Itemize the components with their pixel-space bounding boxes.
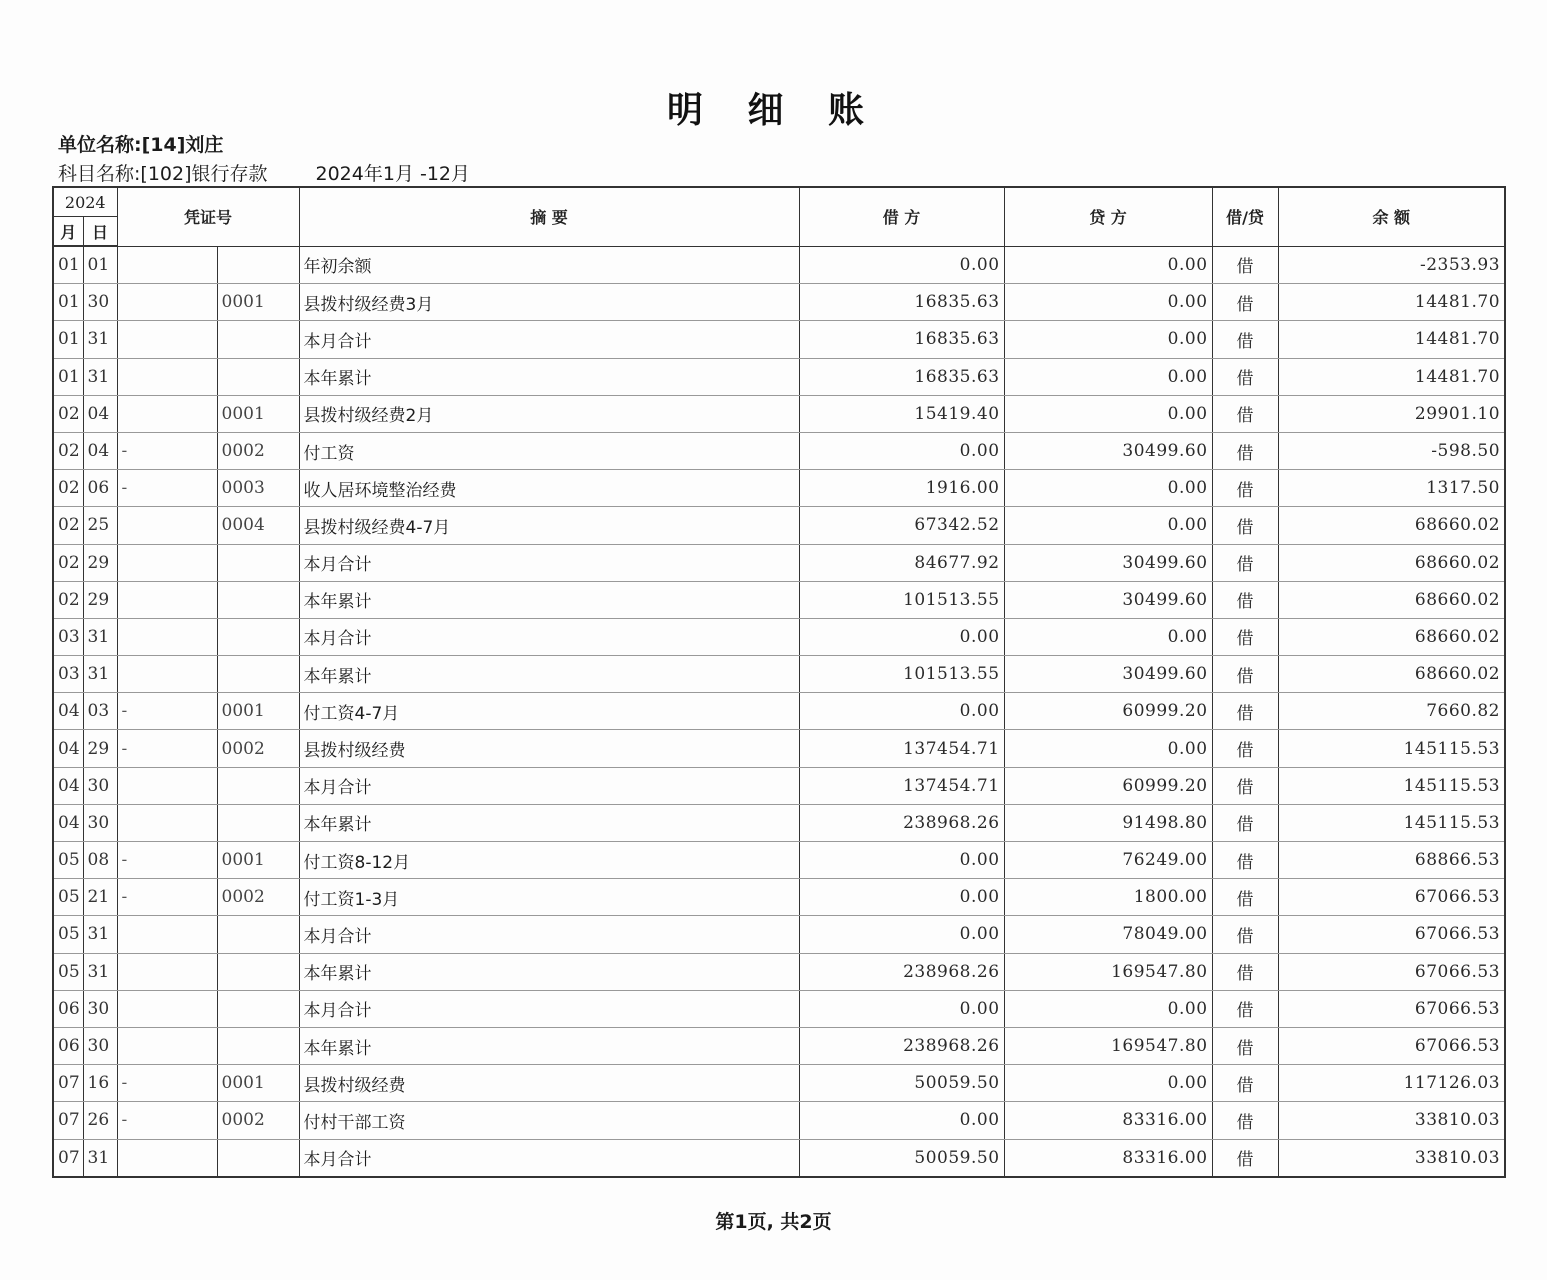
year-header: 2024 <box>53 187 117 217</box>
voucher-number-cell: 0001 <box>217 842 299 879</box>
credit-cell: 76249.00 <box>1004 842 1212 879</box>
table-row <box>53 842 1505 879</box>
subject-name: 科目名称:[102]银行存款 <box>58 163 268 185</box>
credit-cell: 0.00 <box>1004 507 1212 544</box>
summary-cell: 付村干部工资 <box>299 1102 799 1139</box>
voucher-type-cell <box>117 953 217 990</box>
voucher-number-cell <box>217 1027 299 1064</box>
voucher-type-cell: - <box>117 730 217 767</box>
direction-cell: 借 <box>1212 693 1278 730</box>
voucher-number-cell: 0003 <box>217 470 299 507</box>
month-cell: 04 <box>53 767 83 804</box>
balance-cell: 33810.03 <box>1278 1139 1505 1177</box>
day-cell: 30 <box>83 767 117 804</box>
summary-cell: 本年累计 <box>299 358 799 395</box>
balance-cell: 67066.53 <box>1278 1027 1505 1064</box>
credit-cell: 0.00 <box>1004 1065 1212 1102</box>
voucher-number-cell: 0004 <box>217 507 299 544</box>
summary-cell: 本年累计 <box>299 804 799 841</box>
subject-line <box>58 159 470 186</box>
month-cell: 02 <box>53 432 83 469</box>
voucher-type-cell <box>117 246 217 284</box>
day-cell: 04 <box>83 395 117 432</box>
credit-cell: 0.00 <box>1004 395 1212 432</box>
voucher-number-cell: 0002 <box>217 730 299 767</box>
voucher-number-cell: 0001 <box>217 395 299 432</box>
credit-cell: 30499.60 <box>1004 432 1212 469</box>
direction-cell: 借 <box>1212 544 1278 581</box>
credit-cell: 0.00 <box>1004 730 1212 767</box>
voucher-type-cell <box>117 1139 217 1177</box>
table-row <box>53 544 1505 581</box>
month-cell: 05 <box>53 916 83 953</box>
table-row <box>53 916 1505 953</box>
debit-cell: 137454.71 <box>799 767 1004 804</box>
summary-cell: 本年累计 <box>299 581 799 618</box>
voucher-type-cell <box>117 321 217 358</box>
summary-cell: 本年累计 <box>299 953 799 990</box>
voucher-type-cell <box>117 916 217 953</box>
balance-cell: 68866.53 <box>1278 842 1505 879</box>
debit-cell: 16835.63 <box>799 321 1004 358</box>
day-cell: 31 <box>83 656 117 693</box>
credit-cell: 0.00 <box>1004 990 1212 1027</box>
direction-cell: 借 <box>1212 581 1278 618</box>
direction-cell: 借 <box>1212 358 1278 395</box>
credit-cell: 83316.00 <box>1004 1102 1212 1139</box>
table-row <box>53 990 1505 1027</box>
summary-header: 摘 要 <box>299 187 799 246</box>
credit-cell: 60999.20 <box>1004 767 1212 804</box>
debit-cell: 238968.26 <box>799 1027 1004 1064</box>
debit-cell: 101513.55 <box>799 656 1004 693</box>
voucher-type-cell <box>117 507 217 544</box>
balance-cell: 29901.10 <box>1278 395 1505 432</box>
direction-cell: 借 <box>1212 842 1278 879</box>
balance-cell: 68660.02 <box>1278 507 1505 544</box>
summary-cell: 本月合计 <box>299 990 799 1027</box>
credit-cell: 1800.00 <box>1004 879 1212 916</box>
table-row <box>53 879 1505 916</box>
balance-cell: 14481.70 <box>1278 358 1505 395</box>
direction-cell: 借 <box>1212 1102 1278 1139</box>
day-cell: 06 <box>83 470 117 507</box>
direction-cell: 借 <box>1212 618 1278 655</box>
voucher-number-cell <box>217 656 299 693</box>
month-cell: 05 <box>53 842 83 879</box>
summary-cell: 付工资 <box>299 432 799 469</box>
month-cell: 04 <box>53 693 83 730</box>
credit-cell: 60999.20 <box>1004 693 1212 730</box>
day-cell: 08 <box>83 842 117 879</box>
table-row <box>53 804 1505 841</box>
debit-cell: 0.00 <box>799 916 1004 953</box>
day-cell: 25 <box>83 507 117 544</box>
voucher-type-cell <box>117 804 217 841</box>
direction-cell: 借 <box>1212 1065 1278 1102</box>
balance-header: 余 额 <box>1278 187 1505 246</box>
direction-cell: 借 <box>1212 432 1278 469</box>
summary-cell: 本月合计 <box>299 916 799 953</box>
voucher-type-cell <box>117 656 217 693</box>
table-row <box>53 470 1505 507</box>
table-row <box>53 730 1505 767</box>
month-cell: 02 <box>53 470 83 507</box>
day-cell: 31 <box>83 916 117 953</box>
credit-cell: 0.00 <box>1004 284 1212 321</box>
day-cell: 29 <box>83 730 117 767</box>
day-header: 日 <box>83 217 117 247</box>
month-cell: 03 <box>53 618 83 655</box>
credit-cell: 30499.60 <box>1004 656 1212 693</box>
credit-cell: 0.00 <box>1004 618 1212 655</box>
voucher-type-cell <box>117 618 217 655</box>
voucher-type-cell <box>117 358 217 395</box>
debit-cell: 238968.26 <box>799 953 1004 990</box>
debit-cell: 0.00 <box>799 990 1004 1027</box>
voucher-number-cell <box>217 321 299 358</box>
summary-cell: 本年累计 <box>299 656 799 693</box>
voucher-type-cell: - <box>117 842 217 879</box>
debit-cell: 67342.52 <box>799 507 1004 544</box>
balance-cell: 145115.53 <box>1278 730 1505 767</box>
debit-cell: 0.00 <box>799 618 1004 655</box>
table-row <box>53 284 1505 321</box>
month-cell: 06 <box>53 1027 83 1064</box>
direction-cell: 借 <box>1212 321 1278 358</box>
balance-cell: 145115.53 <box>1278 767 1505 804</box>
day-cell: 16 <box>83 1065 117 1102</box>
voucher-number-cell <box>217 953 299 990</box>
month-cell: 07 <box>53 1065 83 1102</box>
summary-cell: 付工资1-3月 <box>299 879 799 916</box>
voucher-number-cell <box>217 581 299 618</box>
direction-cell: 借 <box>1212 990 1278 1027</box>
voucher-number-cell: 0001 <box>217 284 299 321</box>
direction-cell: 借 <box>1212 916 1278 953</box>
debit-cell: 137454.71 <box>799 730 1004 767</box>
voucher-type-cell <box>117 395 217 432</box>
direction-cell: 借 <box>1212 1027 1278 1064</box>
month-cell: 02 <box>53 581 83 618</box>
day-cell: 26 <box>83 1102 117 1139</box>
summary-cell: 付工资8-12月 <box>299 842 799 879</box>
debit-cell: 50059.50 <box>799 1065 1004 1102</box>
summary-cell: 县拨村级经费 <box>299 1065 799 1102</box>
credit-cell: 78049.00 <box>1004 916 1212 953</box>
summary-cell: 年初余额 <box>299 246 799 284</box>
table-row <box>53 432 1505 469</box>
month-header: 月 <box>53 217 83 247</box>
summary-cell: 县拨村级经费2月 <box>299 395 799 432</box>
ledger-table <box>52 186 1506 1178</box>
table-row <box>53 656 1505 693</box>
voucher-number-cell <box>217 618 299 655</box>
direction-cell: 借 <box>1212 507 1278 544</box>
debit-cell: 101513.55 <box>799 581 1004 618</box>
debit-cell: 0.00 <box>799 693 1004 730</box>
day-cell: 31 <box>83 1139 117 1177</box>
voucher-number-cell <box>217 358 299 395</box>
credit-cell: 30499.60 <box>1004 581 1212 618</box>
voucher-type-cell: - <box>117 693 217 730</box>
day-cell: 01 <box>83 246 117 284</box>
day-cell: 31 <box>83 358 117 395</box>
unit-name: 单位名称:[14]刘庄 <box>58 134 224 156</box>
debit-cell: 0.00 <box>799 842 1004 879</box>
summary-cell: 付工资4-7月 <box>299 693 799 730</box>
direction-cell: 借 <box>1212 470 1278 507</box>
day-cell: 29 <box>83 544 117 581</box>
balance-cell: 67066.53 <box>1278 990 1505 1027</box>
direction-cell: 借 <box>1212 395 1278 432</box>
credit-cell: 30499.60 <box>1004 544 1212 581</box>
table-row <box>53 618 1505 655</box>
direction-cell: 借 <box>1212 953 1278 990</box>
balance-cell: 67066.53 <box>1278 953 1505 990</box>
voucher-type-cell <box>117 581 217 618</box>
credit-cell: 0.00 <box>1004 358 1212 395</box>
balance-cell: 7660.82 <box>1278 693 1505 730</box>
debit-cell: 0.00 <box>799 246 1004 284</box>
credit-cell: 0.00 <box>1004 321 1212 358</box>
voucher-number-cell <box>217 246 299 284</box>
header-row <box>53 187 1505 217</box>
debit-cell: 16835.63 <box>799 284 1004 321</box>
credit-cell: 169547.80 <box>1004 953 1212 990</box>
direction-cell: 借 <box>1212 1139 1278 1177</box>
month-cell: 07 <box>53 1102 83 1139</box>
month-cell: 01 <box>53 321 83 358</box>
month-cell: 03 <box>53 656 83 693</box>
direction-cell: 借 <box>1212 656 1278 693</box>
direction-cell: 借 <box>1212 879 1278 916</box>
voucher-type-cell <box>117 990 217 1027</box>
table-row <box>53 358 1505 395</box>
voucher-number-cell: 0002 <box>217 1102 299 1139</box>
debit-cell: 0.00 <box>799 1102 1004 1139</box>
summary-cell: 县拨村级经费 <box>299 730 799 767</box>
month-cell: 05 <box>53 953 83 990</box>
document-title: 明 细 账 <box>666 90 881 131</box>
balance-cell: 68660.02 <box>1278 618 1505 655</box>
month-cell: 06 <box>53 990 83 1027</box>
day-cell: 31 <box>83 953 117 990</box>
debit-cell: 15419.40 <box>799 395 1004 432</box>
table-row <box>53 246 1505 284</box>
balance-cell: 68660.02 <box>1278 544 1505 581</box>
voucher-number-cell <box>217 916 299 953</box>
voucher-type-cell: - <box>117 879 217 916</box>
balance-cell: -2353.93 <box>1278 246 1505 284</box>
month-cell: 02 <box>53 507 83 544</box>
direction-cell: 借 <box>1212 804 1278 841</box>
voucher-type-cell <box>117 284 217 321</box>
debit-cell: 84677.92 <box>799 544 1004 581</box>
table-row <box>53 767 1505 804</box>
direction-cell: 借 <box>1212 284 1278 321</box>
voucher-type-cell: - <box>117 432 217 469</box>
summary-cell: 县拨村级经费4-7月 <box>299 507 799 544</box>
month-cell: 04 <box>53 730 83 767</box>
debit-header: 借 方 <box>799 187 1004 246</box>
voucher-number-cell <box>217 990 299 1027</box>
day-cell: 29 <box>83 581 117 618</box>
voucher-type-cell <box>117 767 217 804</box>
ledger-body <box>53 246 1505 1177</box>
credit-cell: 0.00 <box>1004 246 1212 284</box>
voucher-number-cell <box>217 804 299 841</box>
summary-cell: 本月合计 <box>299 1139 799 1177</box>
month-cell: 07 <box>53 1139 83 1177</box>
credit-header: 贷 方 <box>1004 187 1212 246</box>
table-row <box>53 507 1505 544</box>
balance-cell: 68660.02 <box>1278 656 1505 693</box>
period: 2024年1月 -12月 <box>315 163 471 185</box>
table-row <box>53 693 1505 730</box>
day-cell: 30 <box>83 1027 117 1064</box>
credit-cell: 91498.80 <box>1004 804 1212 841</box>
balance-cell: 68660.02 <box>1278 581 1505 618</box>
day-cell: 31 <box>83 321 117 358</box>
debit-cell: 50059.50 <box>799 1139 1004 1177</box>
voucher-type-cell: - <box>117 470 217 507</box>
balance-cell: -598.50 <box>1278 432 1505 469</box>
voucher-number-cell <box>217 1139 299 1177</box>
month-cell: 01 <box>53 284 83 321</box>
voucher-type-cell <box>117 544 217 581</box>
day-cell: 30 <box>83 284 117 321</box>
credit-cell: 169547.80 <box>1004 1027 1212 1064</box>
balance-cell: 1317.50 <box>1278 470 1505 507</box>
voucher-number-cell <box>217 767 299 804</box>
voucher-type-cell: - <box>117 1065 217 1102</box>
direction-cell: 借 <box>1212 246 1278 284</box>
summary-cell: 本年累计 <box>299 1027 799 1064</box>
voucher-number-cell: 0002 <box>217 432 299 469</box>
summary-cell: 本月合计 <box>299 544 799 581</box>
balance-cell: 14481.70 <box>1278 284 1505 321</box>
month-cell: 01 <box>53 246 83 284</box>
balance-cell: 14481.70 <box>1278 321 1505 358</box>
credit-cell: 0.00 <box>1004 470 1212 507</box>
table-row <box>53 1027 1505 1064</box>
balance-cell: 67066.53 <box>1278 879 1505 916</box>
table-row <box>53 395 1505 432</box>
balance-cell: 67066.53 <box>1278 916 1505 953</box>
table-row <box>53 1139 1505 1177</box>
balance-cell: 117126.03 <box>1278 1065 1505 1102</box>
debit-cell: 0.00 <box>799 432 1004 469</box>
day-cell: 30 <box>83 990 117 1027</box>
summary-cell: 本月合计 <box>299 618 799 655</box>
direction-cell: 借 <box>1212 767 1278 804</box>
voucher-number-cell: 0001 <box>217 693 299 730</box>
direction-header: 借/贷 <box>1212 187 1278 246</box>
day-cell: 21 <box>83 879 117 916</box>
voucher-type-cell <box>117 1027 217 1064</box>
balance-cell: 33810.03 <box>1278 1102 1505 1139</box>
summary-cell: 本月合计 <box>299 767 799 804</box>
summary-cell: 收人居环境整治经费 <box>299 470 799 507</box>
page-indicator: 第1页, 共2页 <box>715 1211 832 1233</box>
day-cell: 03 <box>83 693 117 730</box>
month-cell: 05 <box>53 879 83 916</box>
direction-cell: 借 <box>1212 730 1278 767</box>
table-row <box>53 953 1505 990</box>
month-cell: 02 <box>53 544 83 581</box>
table-row <box>53 581 1505 618</box>
summary-cell: 县拨村级经费3月 <box>299 284 799 321</box>
balance-cell: 145115.53 <box>1278 804 1505 841</box>
month-cell: 04 <box>53 804 83 841</box>
credit-cell: 83316.00 <box>1004 1139 1212 1177</box>
voucher-number-cell <box>217 544 299 581</box>
day-cell: 30 <box>83 804 117 841</box>
summary-cell: 本月合计 <box>299 321 799 358</box>
debit-cell: 1916.00 <box>799 470 1004 507</box>
table-row <box>53 321 1505 358</box>
debit-cell: 0.00 <box>799 879 1004 916</box>
voucher-type-cell: - <box>117 1102 217 1139</box>
voucher-header: 凭证号 <box>117 187 299 246</box>
voucher-number-cell: 0002 <box>217 879 299 916</box>
month-cell: 02 <box>53 395 83 432</box>
table-row <box>53 1102 1505 1139</box>
debit-cell: 238968.26 <box>799 804 1004 841</box>
voucher-number-cell: 0001 <box>217 1065 299 1102</box>
day-cell: 04 <box>83 432 117 469</box>
table-row <box>53 1065 1505 1102</box>
day-cell: 31 <box>83 618 117 655</box>
debit-cell: 16835.63 <box>799 358 1004 395</box>
month-cell: 01 <box>53 358 83 395</box>
